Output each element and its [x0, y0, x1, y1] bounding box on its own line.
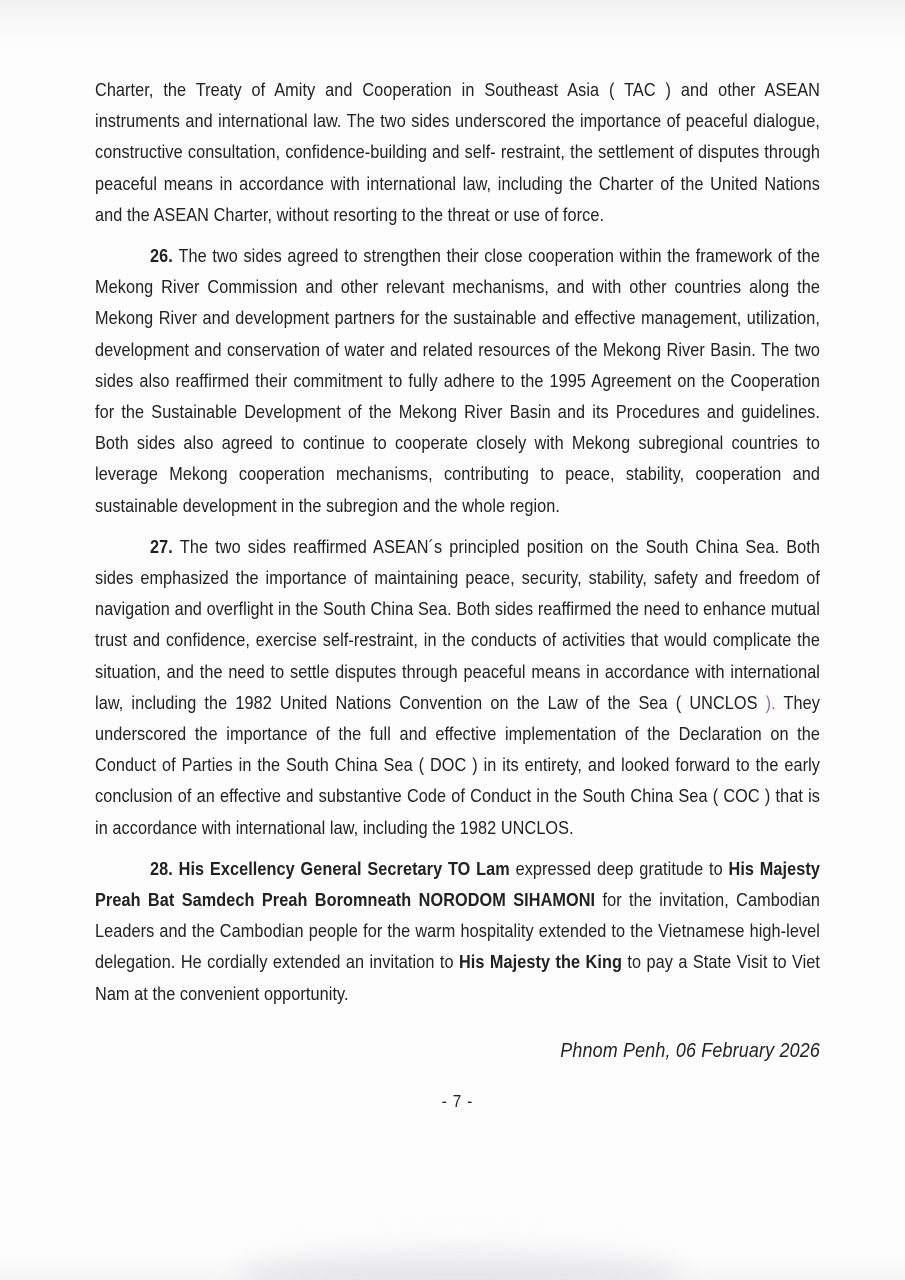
paragraph	[95, 531, 820, 843]
text-run: for the invitation, Cambodian Leaders and the Cambodian people for the warm hospitality extended to the Vietnamese high-level delegation. He cordially extended an invitation to	[95, 889, 821, 973]
paper-bottom-shadow	[235, 1248, 685, 1280]
text-run: to pay a State Visit to Viet Nam at the convenient opportunity.	[95, 951, 821, 1004]
text-run: 27.	[150, 535, 180, 557]
text-run: His Majesty Preah Bat Samdech Preah Boromneath NORODOM SIHAMONI	[95, 857, 821, 911]
text-run: They underscored the importance of the full and effective implementation of the Declaration on the Conduct of Parties in the South China Sea ( DOC ) in its entirety, and looked forward to the early conclusion of an effective and substantive Code of Conduct in the South China Sea ( COC ) that is in accordance with international law, including the 1982 UNCLOS.	[95, 691, 821, 838]
content-area	[95, 74, 820, 1117]
text-run: The two sides reaffirmed ASEAN´s principled position on the South China Sea. Both sides emphasized the importance of maintaining peace, security, stability, safety and freedom of navigation and overflight in the South China Sea. Both sides reaffirmed the need to enhance mutual trust and confidence, exercise self-restraint, in the conducts of activities that would complicate the situation, and the need to settle disputes through peaceful means in accordance with international law, including the 1982 United Nations Convention on the Law of the Sea ( UNCLOS	[95, 535, 821, 713]
text-run: ).	[757, 691, 776, 713]
document-body	[95, 74, 820, 1117]
paragraph	[95, 74, 820, 230]
page-number: - 7 -	[441, 1091, 474, 1112]
text-run: 26.	[150, 245, 179, 267]
paper-bottom-band	[0, 1254, 905, 1280]
text-run: expressed deep gratitude to	[515, 857, 729, 879]
text-run: Charter, the Treaty of Amity and Cooperation in Southeast Asia ( TAC ) and other ASEAN instruments and international law. The two sides underscored the importance of peaceful dialogue, constructive consultation, confidence-building and self- restraint, the settlement of disputes through peaceful means in accordance with international law, including the Charter of the United Nations and the ASEAN Charter, without resorting to the threat or use of force.	[95, 79, 821, 225]
dateline: Phnom Penh, 06 February 2026	[560, 1038, 821, 1062]
text-run: 28. His Excellency General Secretary TO Lam	[150, 857, 516, 879]
paragraph	[95, 240, 820, 521]
text-run: The two sides agreed to strengthen their close cooperation within the framework of the Mekong River Commission and other relevant mechanisms, and with other countries along the Mekong River and development partners for the sustainable and effective management, utilization, development and conservation of water and related resources of the Mekong River Basin. The two sides also reaffirmed their commitment to fully adhere to the 1995 Agreement on the Cooperation for the Sustainable Development of the Mekong River Basin and its Procedures and guidelines. Both sides also agreed to continue to cooperate closely with Mekong subregional countries to leverage Mekong cooperation mechanisms, contributing to peace, stability, cooperation and sustainable development in the subregion and the whole region.	[95, 245, 821, 516]
paper-top-shadow	[0, 0, 905, 46]
text-run: His Majesty the King	[458, 951, 628, 973]
paragraph	[95, 853, 820, 1009]
